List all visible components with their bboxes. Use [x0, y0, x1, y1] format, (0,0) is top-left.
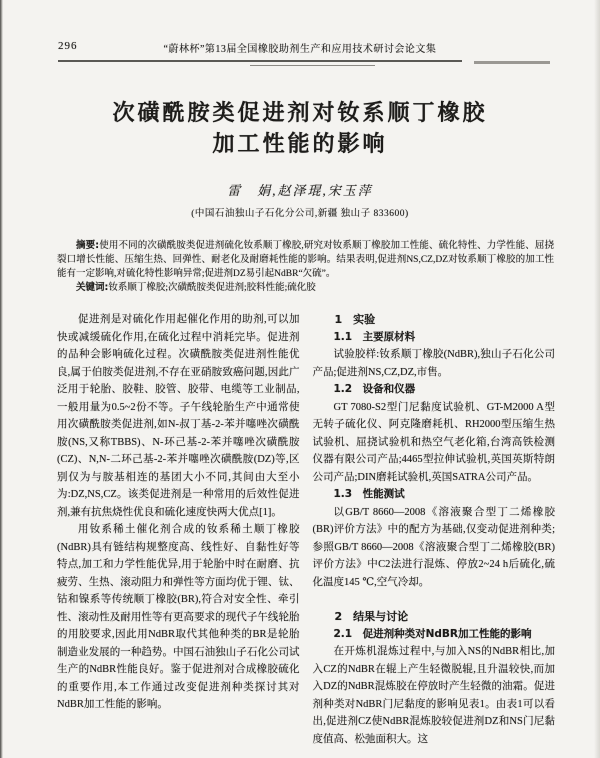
body-paragraph: 以GB/T 8660—2008《溶液聚合型丁二烯橡胶(BR)评价方法》中的配方为基础,仅变动促进剂种类;参照GB/T 8660—2008《溶液聚合型丁二烯橡胶(BR)评价方法》中C2法进行混炼、停放2~24 h后硫化,硫化温度145 ℃,空气冷却。 [312, 506, 555, 588]
abstract-block [57, 239, 554, 296]
scan-edge-left [0, 0, 3, 758]
keywords-text: 钕系顺丁橡胶;次磺酰胺类促进剂;胶料性能;硫化胶 [108, 283, 316, 294]
proceedings-title: “蔚林杯”第13届全国橡胶助剂生产和应用技术研讨会论文集 [163, 44, 437, 55]
body-paragraph: 促进剂是对硫化作用起催化作用的助剂,可以加快或减缓硫化作用,在硫化过程中消耗完毕。促进剂的品种会影响硫化过程。次磺酰胺类促进剂性能优良,属于伯胺类促进剂,不存在亚硝胺致癌问题,因此广泛用于轮胎、胶鞋、胶管、胶带、电缆等工业制品,一般用量为0.5~2份不等。子午线轮胎生产中通常使用次磺酰胺类促进剂,如N-叔丁基-2-苯并噻唑次磺酰胺(NS,又称TBBS)、N-环己基-2-苯并噻唑次磺酰胺(CZ)、N,N-二环己基-2-苯并噻唑次磺酰胺(DZ)等,区别仅为与胺基相连的基团大小不同,其间由大至小为:DZ,NS,CZ。该类促进剂是一种常用的后效性促进剂,兼有抗焦烧性优良和硫化速度快两大优点[1]。 [57, 314, 300, 518]
header-rule-right-segment [474, 61, 550, 64]
body-paragraph: 试验胶样:钕系顺丁橡胶(NdBR),独山子石化公司产品;促进剂NS,CZ,DZ,市售。 [312, 349, 555, 378]
header-rule-underline [250, 65, 375, 66]
authors: 雷 娟,赵泽琨,宋玉萍 [227, 183, 373, 198]
header-rule [58, 60, 462, 62]
abstract-paragraph [57, 239, 554, 281]
article-title-line1: 次磺酰胺类促进剂对钕系顺丁橡胶 [112, 101, 488, 126]
article-title [60, 98, 540, 160]
body-columns [57, 311, 555, 748]
affiliation: (中国石油独山子石化分公司,新疆 独山子 833600) [191, 209, 409, 219]
right-column [313, 311, 556, 748]
scan-edge-right [594, 0, 600, 758]
body-paragraph: 在开炼机混炼过程中,与加入NS的NdBR相比,加入CZ的NdBR在辊上产生轻微脱辊,且升温较快,而加入DZ的NdBR混炼胶在停放时产生轻微的油霜。促进剂种类对NdBR门尼黏度的影响见表1。由表1可以看出,促进剂CZ使NdBR混炼胶较促进剂DZ和NS门尼黏度值高、松弛面积大。这 [312, 646, 555, 745]
section-heading-results: 2 结果与讨论 [334, 610, 409, 624]
subsection-heading-testing: 1.3 性能测试 [333, 488, 405, 501]
keywords-label: 关键词: [76, 282, 109, 294]
subsection-heading-materials: 1.1 主要原材料 [333, 330, 416, 343]
body-paragraph: GT 7080-S2型门尼黏度试验机、GT-M2000 A型无转子硫化仪、阿克隆磨耗机、RH2000型压缩生热试验机、屈挠试验机和热空气老化箱,台湾高铁检测仪器有限公司产品;4465型拉伸试验机,英国英斯特朗公司产品;DIN磨耗试验机,英国SATRA公司产品。 [312, 401, 555, 483]
abstract-text: 使用不同的次磺酰胺类促进剂硫化钕系顺丁橡胶,研究对钕系顺丁橡胶加工性能、硫化特性、力学性能、屈挠裂口增长性能、压缩生热、回弹性、耐老化及耐磨耗性能的影响。结果表明,促进剂NS,CZ,DZ对钕系顺丁橡胶的加工性能有一定影响,对硫化特性影响异常;促进剂DZ易引起NdBR“欠硫”。 [57, 241, 554, 279]
subsection-heading-equipment: 1.2 设备和仪器 [333, 383, 416, 396]
subsection-heading-processing-effect: 2.1 促进剂种类对NdBR加工性能的影响 [333, 627, 532, 640]
abstract-label: 摘要: [76, 240, 100, 251]
section-heading-experiment: 1 实验 [334, 313, 376, 327]
left-column [57, 311, 300, 748]
page-header [0, 0, 600, 64]
keywords-paragraph [57, 281, 554, 296]
body-paragraph: 用钕系稀土催化剂合成的钕系稀土顺丁橡胶(NdBR)具有链结构规整度高、线性好、自黏性好等特点,加工和力学性能优异,用于轮胎中时在耐磨、抗疲劳、生热、滚动阻力和弹性等方面均优于锂、钛、钴和镍系等传统顺丁橡胶(BR),符合对安全性、牵引性、滚动性及耐用性等有更高要求的现代子午线轮胎的用胶要求,因此用NdBR取代其他种类的BR是轮胎制造业发展的一种趋势。中国石油独山子石化公司试生产的NdBR性能良好。鉴于促进剂对合成橡胶硫化的重要作用,本工作通过改变促进剂种类探讨其对NdBR加工性能的影响。 [57, 524, 300, 711]
page-number: 296 [58, 40, 78, 52]
article-title-line2: 加工性能的影响 [212, 132, 388, 157]
